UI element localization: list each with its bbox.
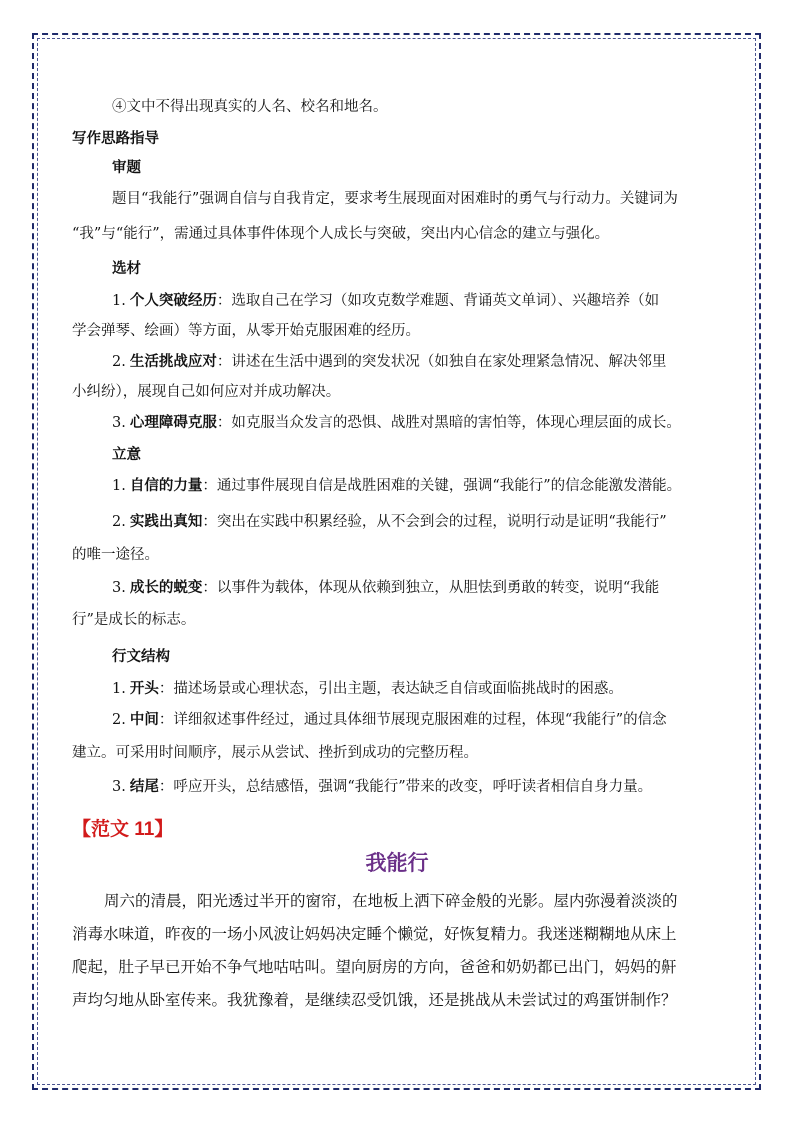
section-heading-shenti: 审题 (112, 159, 141, 176)
item-text: ：通过事件展现自信是战胜困难的关键，强调“我能行”的信念能激发潜能。 (202, 478, 682, 494)
essay-line-1: 周六的清晨，阳光透过半开的窗帘，在地板上洒下碎金般的光影。屋内弥漫着淡淡的 (104, 892, 678, 910)
item-number: 2. (112, 712, 126, 728)
fanwen-label: 【范文 11】 (72, 819, 174, 840)
item-label: 心理障碍克服 (129, 414, 217, 431)
item-text: ：如克服当众发言的恐惧、战胜对黑暗的害怕等，体现心理层面的成长。 (216, 415, 681, 431)
item-text: ：以事件为载体，体现从依赖到独立，从胆怯到勇敢的转变，说明“我能 (202, 580, 660, 596)
item-label: 生活挑战应对 (129, 353, 217, 370)
item-label: 个人突破经历 (129, 292, 217, 309)
jiegou-item-2-cont: 建立。可采用时间顺序，展示从尝试、挫折到成功的完整历程。 (72, 745, 478, 761)
xuancai-item-2 (112, 352, 666, 372)
item-text: ：突出在实践中积累经验，从不会到会的过程，说明行动是证明“我能行” (202, 514, 667, 530)
jiegou-item-1 (112, 679, 623, 699)
item-text: ：选取自己在学习（如攻克数学难题、背诵英文单词）、兴趣培养（如 (216, 293, 660, 309)
item-number: 2. (112, 354, 126, 370)
liyi-item-1 (112, 476, 681, 496)
liyi-item-2-cont: 的唯一途径。 (72, 547, 159, 563)
item-text: ：详细叙述事件经过，通过具体细节展现克服困难的过程，体现“我能行”的信念 (158, 712, 667, 728)
jiegou-item-3 (112, 777, 652, 797)
item-label: 成长的蜕变 (129, 579, 203, 596)
xuancai-item-1-cont: 学会弹琴、绘画）等方面，从零开始克服困难的经历。 (72, 323, 420, 339)
item-number: 1. (112, 681, 126, 697)
essay-line-2: 消毒水味道，昨夜的一场小风波让妈妈决定睡个懒觉，好恢复精力。我迷迷糊糊地从床上 (72, 925, 677, 943)
xuancai-item-1 (112, 291, 659, 311)
item-number: 3. (112, 779, 126, 795)
item-label: 结尾 (129, 778, 159, 795)
liyi-item-3-cont: 行”是成长的标志。 (72, 612, 196, 628)
section-heading-xuancai: 选材 (112, 260, 141, 277)
item-number: 3. (112, 580, 126, 596)
item-number: 3. (112, 415, 126, 431)
xuancai-item-2-cont: 小纠纷），展现自己如何应对并成功解决。 (72, 384, 341, 400)
item-text: ：讲述在生活中遇到的突发状况（如独自在家处理紧急情况、解决邻里 (216, 354, 667, 370)
guide-title: 写作思路指导 (72, 130, 159, 147)
item-label: 开头 (129, 680, 159, 697)
item-text: ：描述场景或心理状态，引出主题，表达缺乏自信或面临挑战时的困惑。 (158, 681, 623, 697)
liyi-item-2 (112, 512, 667, 532)
essay-title: 我能行 (365, 851, 429, 875)
essay-line-4: 声均匀地从卧室传来。我犹豫着，是继续忍受饥饿，还是挑战从未尝试过的鸡蛋饼制作？ (72, 991, 677, 1009)
rule-4: ④文中不得出现真实的人名、校名和地名。 (112, 99, 388, 115)
xuancai-item-3 (112, 413, 681, 433)
jiegou-item-2 (112, 710, 667, 730)
item-number: 1. (112, 478, 126, 494)
section-heading-jiegou: 行文结构 (112, 648, 170, 665)
item-label: 中间 (129, 711, 159, 728)
item-number: 1. (112, 293, 126, 309)
item-label: 自信的力量 (129, 477, 203, 494)
section-heading-liyi: 立意 (112, 446, 141, 463)
shenti-line-2: “我”与“能行”，需通过具体事件体现个人成长与突破，突出内心信念的建立与强化。 (72, 226, 610, 242)
item-text: ：呼应开头，总结感悟，强调“我能行”带来的改变，呼吁读者相信自身力量。 (158, 779, 653, 795)
essay-line-3: 爬起，肚子早已开始不争气地咕咕叫。望向厨房的方向，爸爸和奶奶都已出门，妈妈的鼾 (72, 958, 677, 976)
item-number: 2. (112, 514, 126, 530)
item-label: 实践出真知 (129, 513, 203, 530)
shenti-line-1: 题目“我能行”强调自信与自我肯定，要求考生展现面对困难时的勇气与行动力。关键词为 (112, 191, 678, 207)
liyi-item-3 (112, 578, 659, 598)
